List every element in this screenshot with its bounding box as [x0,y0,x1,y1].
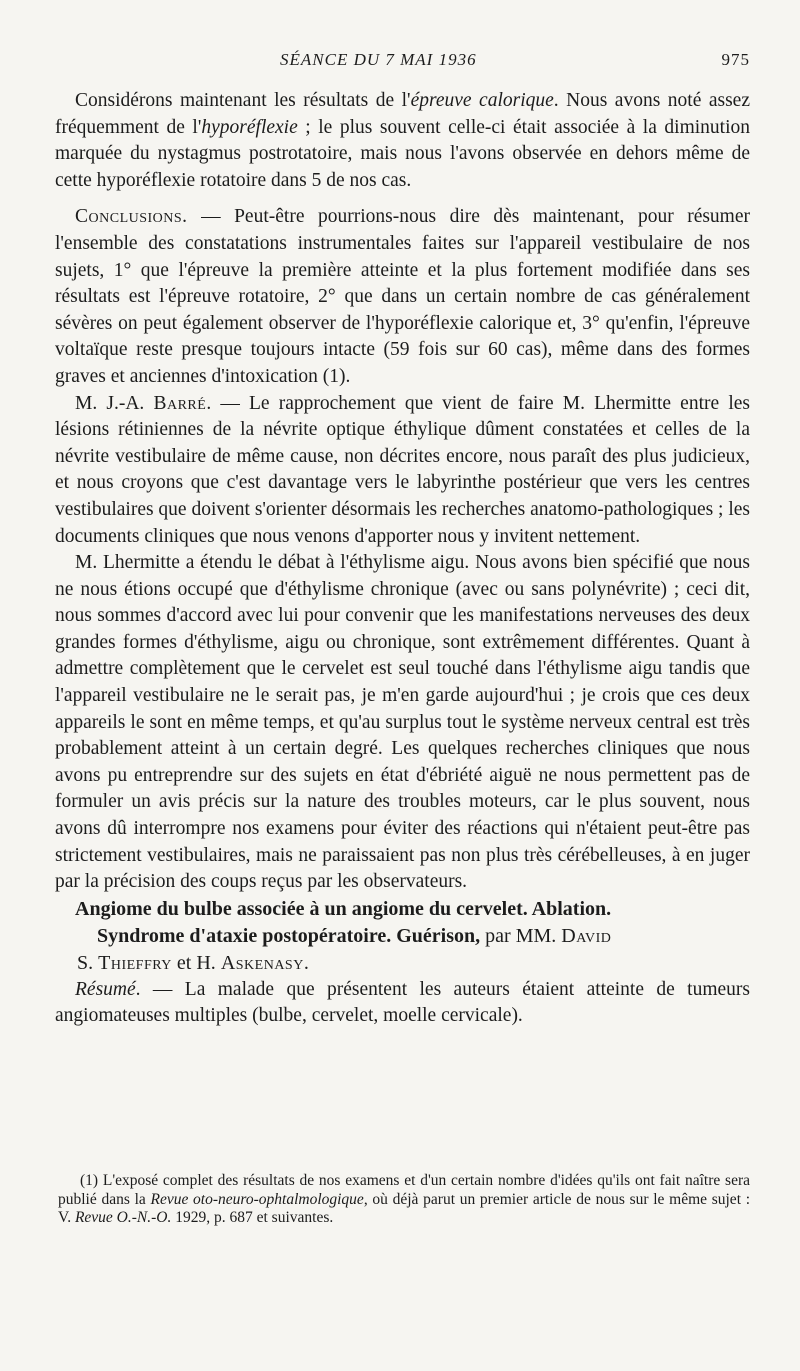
paragraph-conclusions [55,204,750,390]
paragraph-lhermitte: M. Lhermitte a étendu le débat à l'éthylisme aigu. Nous avons bien spécifié que nous ne nous étions occupé que d'éthylisme chronique (avec ou sans polynévrite) ; ceci dit, nous sommes d'accord avec lui pour convenir que les manifestations nerveuses des deux grandes formes d'éthylisme, aigu ou chronique, sont extrêmement différentes. Quant à admettre complètement que le cervelet est seul touché dans l'éthylisme aigu tandis que l'appareil vestibulaire ne le serait pas, je m'en garde aujourd'hui ; je crois que ces deux appareils le sont en même temps, et qu'au surplus tout le système nerveux central est très probablement atteint à un certain degré. Les quelques recherches cliniques que nous avons pu entreprendre sur des sujets en état d'ébriété aiguë ne nous permettent pas de formuler un avis précis sur la nature des troubles moteurs, car le plus souvent, nous avons dû interrompre nos examens pour éviter des réactions qui n'étaient peut-être pas strictement vestibulaires, mais ne paraissaient pas non plus très cérébelleuses, à en juger par la précision des coups reçus par les observateurs. [55,552,750,893]
author-askenasy: Askenasy [220,951,304,974]
speaker-surname: Barré [153,392,207,414]
footnote-text [58,1172,750,1228]
text-run: S. [77,951,99,974]
text-run: et H. [171,951,221,974]
title-hanging-lines [55,923,750,977]
text-run: . — La malade que présentent les auteurs étaient atteinte de tumeurs angiomateuses multiples (bulbe, cervelet, moelle cervicale). [55,978,750,1027]
paragraph-calorique [55,88,750,194]
text-run-italic: hyporéflexie [201,116,298,138]
author-david: David [561,924,612,947]
text-run: . Nous avons noté assez fréquemment de l' [55,90,750,138]
running-title: SÉANCE DU 7 MAI 1936 [280,50,477,69]
body-text [55,88,750,1030]
text-run: . — Le rapprochement que vient de faire M. Lhermitte entre les lésions rétiniennes de la névrite optique éthylique dûment constatées et celles de la névrite vestibulaire de même cause, non décrites encore, nous paraît des plus judicieux, et nous croyons que c'est davantage vers le labyrinthe postérieur que vers les centres vestibulaires que doivent s'orienter désormais les recherches anatomo-pathologiques ; les documents cliniques que nous venons d'apporter nous y invitent nettement. [55,392,751,547]
text-run: . [303,951,309,974]
conclusions-heading: Conclusions. [75,206,188,228]
article-title [55,896,750,977]
text-run: , où déjà parut un premier article de nous sur le même sujet : V. [58,1190,751,1226]
author-thieffry: Thieffry [98,951,172,974]
title-line-1: Angiome du bulbe associée à un angiome du cervelet. Ablation. [75,897,612,920]
text-run: (1) L'exposé complet des résultats de nos examens et d'un certain nombre d'idées qu'ils ont fait naître sera publié dans la [58,1172,750,1208]
resume-paragraph [55,977,750,1030]
text-run: 1929, p. 687 et suivantes. [171,1209,334,1226]
paragraph-barre [55,391,750,551]
journal-title: Revue oto-neuro-ophtalmologique [150,1190,364,1208]
page-number: 975 [721,50,750,69]
text-run: ; le plus souvent celle-ci était associée à la diminution marquée du nystagmus postrotatoire, mais nous l'avons observée en dehors même de cette hyporéflexie rotatoire dans 5 de nos cas. [55,116,750,191]
journal-abbrev: Revue O.-N.-O. [74,1209,172,1226]
resume-label: Résumé [75,978,136,1000]
title-line-2: Syndrome d'ataxie postopératoire. Guérison, [97,924,481,947]
text-run: Considérons maintenant les résultats de l' [75,90,411,111]
text-run: par MM. [480,924,562,947]
text-run: — Peut-être pourrions-nous dire dès maintenant, pour résumer l'ensemble des constatations instrumentales faites sur l'appareil vestibulaire de nos sujets, 1° que l'épreuve la première atteinte et la plus fortement modifiée dans ses résultats est l'épreuve rotatoire, 2° que dans un certain nombre de cas généralement sévères on peut également observer de l'hyporéflexie calorique et, 3° qu'enfin, l'épreuve voltaïque reste presque toujours intacte (59 fois sur 60 cas), même dans des formes graves et anciennes d'intoxication (1). [55,206,750,387]
text-run-italic: épreuve calorique [410,90,554,111]
speaker-name: M. J.-A. [75,392,154,414]
running-header [60,50,750,74]
footnote [58,1172,750,1228]
